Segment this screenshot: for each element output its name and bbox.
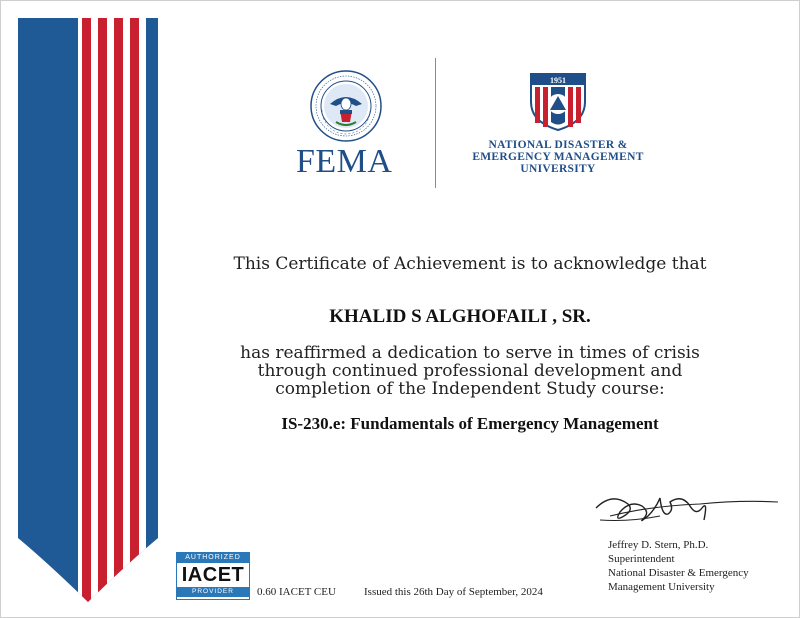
- signatory-org: National Disaster & Emergency: [608, 567, 749, 579]
- signatory-name: Jeffrey D. Stern, Ph.D.: [608, 539, 709, 551]
- ndemu-name: [468, 139, 648, 175]
- body-line: completion of the Independent Study course:: [275, 379, 665, 399]
- iacet-badge: [176, 552, 250, 600]
- certificate-body: [160, 344, 780, 398]
- course-title: IS-230.e: Fundamentals of Emergency Management: [281, 414, 659, 433]
- ndemu-name-line: NATIONAL DISASTER &: [488, 139, 628, 151]
- ndemu-name-line: UNIVERSITY: [520, 163, 596, 175]
- iacet-authorized: AUTHORIZED: [177, 553, 249, 563]
- logo-divider: [435, 58, 436, 188]
- ribbon-banner: [18, 18, 158, 602]
- body-line: has reaffirmed a dedication to serve in times of crisis: [240, 343, 700, 363]
- ceu-credits: 0.60 IACET CEU: [257, 586, 336, 598]
- ndemu-year: 1951: [550, 76, 566, 85]
- ndemu-shield-icon: [529, 70, 587, 132]
- body-line: through continued professional development and: [257, 361, 683, 381]
- signature-image: [590, 486, 780, 530]
- iacet-logo-text: IACET: [181, 564, 245, 586]
- ndemu-name-line: EMERGENCY MANAGEMENT: [472, 151, 644, 163]
- signatory-block: [608, 538, 749, 594]
- fema-wordmark: FEMA: [296, 143, 393, 180]
- certificate-intro: This Certificate of Achievement is to acknowledge that: [233, 254, 707, 274]
- iacet-provider: PROVIDER: [177, 587, 249, 597]
- signatory-org: Management University: [608, 581, 715, 593]
- issue-date: Issued this 26th Day of September, 2024: [364, 586, 543, 598]
- recipient-name: KHALID S ALGHOFAILI , SR.: [329, 306, 591, 327]
- signatory-title: Superintendent: [608, 553, 675, 565]
- dhs-seal-icon: [310, 70, 382, 142]
